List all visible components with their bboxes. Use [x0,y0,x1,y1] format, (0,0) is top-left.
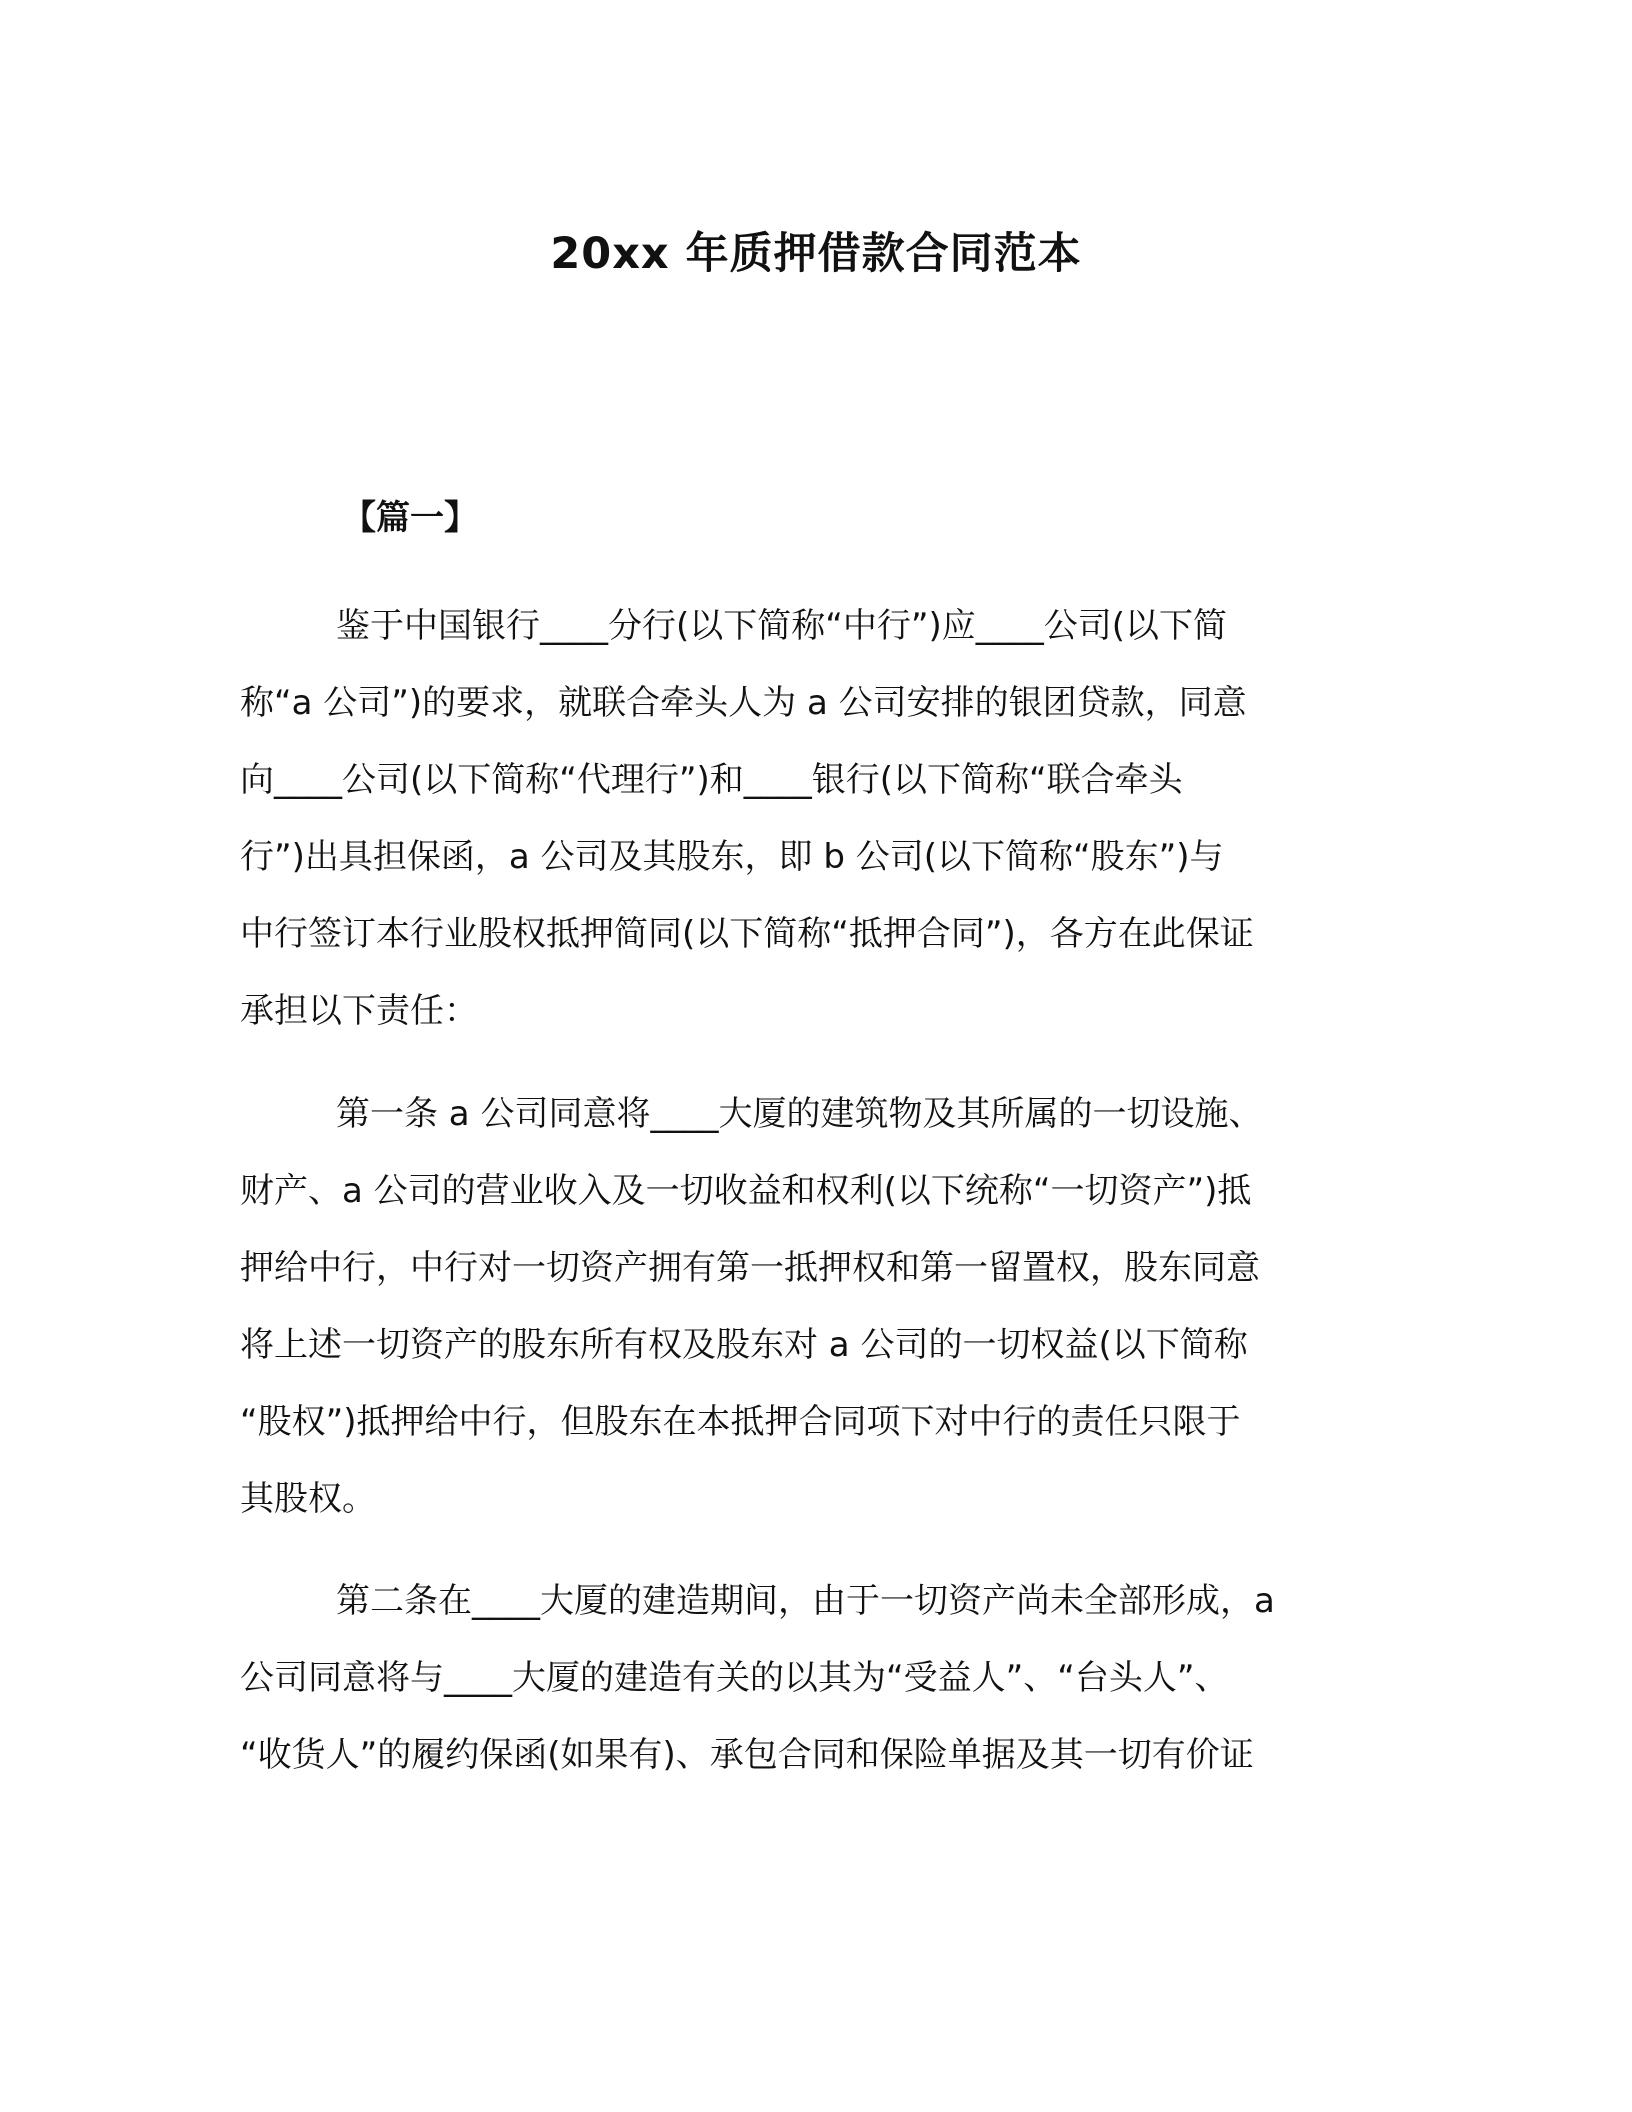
section-label: 【篇一】 [342,498,478,538]
document-title: 20xx 年质押借款合同范本 [550,229,1082,279]
paragraph-line: 押给中行，中行对一切资产拥有第一抵押权和第一留置权，股东同意 [240,1248,1260,1288]
paragraph-line: 第一条 a 公司同意将____大厦的建筑物及其所属的一切设施、 [336,1094,1263,1134]
paragraph-line: 第二条在____大厦的建造期间，由于一切资产尚未全部形成，a [336,1581,1275,1621]
paragraph-line: 将上述一切资产的股东所有权及股东对 a 公司的一切权益(以下简称 [240,1325,1248,1365]
paragraph-preamble [240,588,1380,1050]
paragraph-line: 行”)出具担保函，a 公司及其股东，即 b 公司(以下简称“股东”)与 [240,837,1224,877]
paragraph-line: 财产、a 公司的营业收入及一切收益和权利(以下统称“一切资产”)抵 [240,1171,1252,1211]
paragraph-line: 向____公司(以下简称“代理行”)和____银行(以下简称“联合牵头 [240,760,1183,800]
paragraph-line: 称“a 公司”)的要求，就联合牵头人为 a 公司安排的银团贷款，同意 [240,683,1247,723]
paragraph-line: 承担以下责任： [240,991,478,1031]
paragraph-line: 鉴于中国银行____分行(以下简称“中行”)应____公司(以下简 [336,606,1228,646]
paragraph-line: 中行签订本行业股权抵押简同(以下简称“抵押合同”)，各方在此保证 [240,914,1254,954]
paragraph-line: 其股权。 [240,1479,376,1519]
paragraph-line: 公司同意将与____大厦的建造有关的以其为“受益人”、“台头人”、 [240,1658,1229,1698]
paragraph-article-1 [240,1076,1380,1538]
paragraph-line: “股权”)抵押给中行，但股东在本抵押合同项下对中行的责任只限于 [240,1402,1241,1442]
paragraph-line: “收货人”的履约保函(如果有)、承包合同和保险单据及其一切有价证 [240,1735,1254,1775]
paragraph-article-2 [240,1563,1380,1794]
